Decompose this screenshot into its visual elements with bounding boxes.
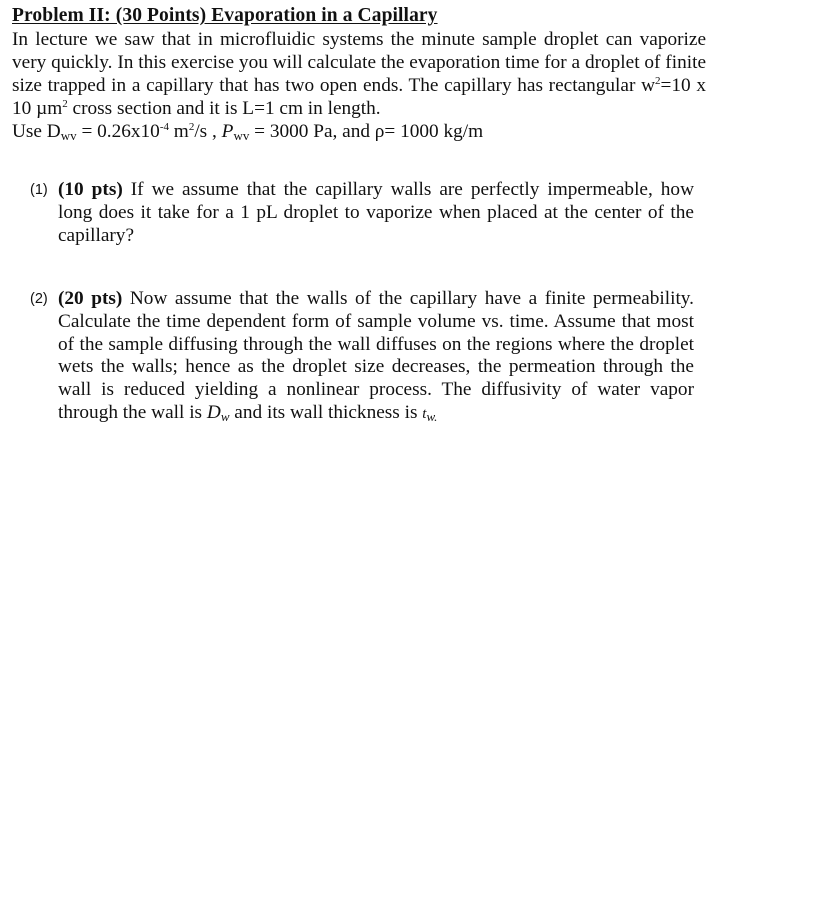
intro-text-3: cross section and it is L=1 cm in length. xyxy=(67,98,381,119)
question-1-number: (1) xyxy=(30,182,48,198)
params-d-exp: -4 xyxy=(159,121,169,133)
question-2-points: (20 pts) xyxy=(58,288,123,309)
problem-intro xyxy=(12,28,706,120)
problem-parameters xyxy=(12,120,706,143)
intro-text-1: In lecture we saw that in microfluidic systems the minute sample droplet can vaporize very quickly. In this exercise you will calculate the evaporation time for a droplet of finite size trapped in a capillary that has two open ends. The capillary has rectangular w xyxy=(12,29,706,96)
question-2-tw-sub: w. xyxy=(426,408,438,424)
question-2-text xyxy=(58,288,694,426)
params-p-sub: wv xyxy=(233,128,250,143)
params-p-symbol: P xyxy=(221,121,234,142)
question-1-text xyxy=(58,179,694,247)
question-2-dw-symbol: D xyxy=(206,401,221,423)
params-d-unit: m xyxy=(168,121,189,142)
params-p-value: = 3000 Pa, and ρ= 1000 kg/m xyxy=(249,121,484,142)
params-d-value: = 0.26x10 xyxy=(76,121,160,142)
problem-page xyxy=(12,4,706,143)
question-2-middle: and its wall thickness is xyxy=(229,401,423,423)
intro-sup-2: 2 xyxy=(62,98,68,110)
question-1 xyxy=(30,179,694,249)
question-2-dw-sub: w xyxy=(220,408,230,424)
params-d-sub: wv xyxy=(60,128,77,143)
question-2-tw-symbol: t xyxy=(422,405,427,422)
params-use: Use D xyxy=(12,121,61,142)
problem-title: Problem II: (30 Points) Evaporation in a Capillary xyxy=(12,5,438,26)
question-2-number: (2) xyxy=(30,291,48,307)
question-1-body: If we assume that the capillary walls are perfectly impermeable, how long does it take for a 1 pL droplet to vaporize when placed at the center of the capillary? xyxy=(58,179,694,246)
params-d-unit-end: /s , xyxy=(194,121,217,142)
params-d-unit-sup: 2 xyxy=(188,121,195,133)
question-2-body: Now assume that the walls of the capillary have a finite permeability. Calculate the time dependent form of sample volume vs. time. Assume that most of the sample diffusing through the wall diffuses on the regions where the droplet wets the walls; hence as the droplet size decreases, the permeation through the wall is reduced yielding a nonlinear process. The diffusivity of water vapor through the wall is xyxy=(58,288,695,423)
intro-text-2: =10 x 10 µm xyxy=(12,75,706,119)
question-1-points: (10 pts) xyxy=(58,179,123,200)
question-2 xyxy=(30,288,694,428)
intro-sup-1: 2 xyxy=(655,75,661,87)
